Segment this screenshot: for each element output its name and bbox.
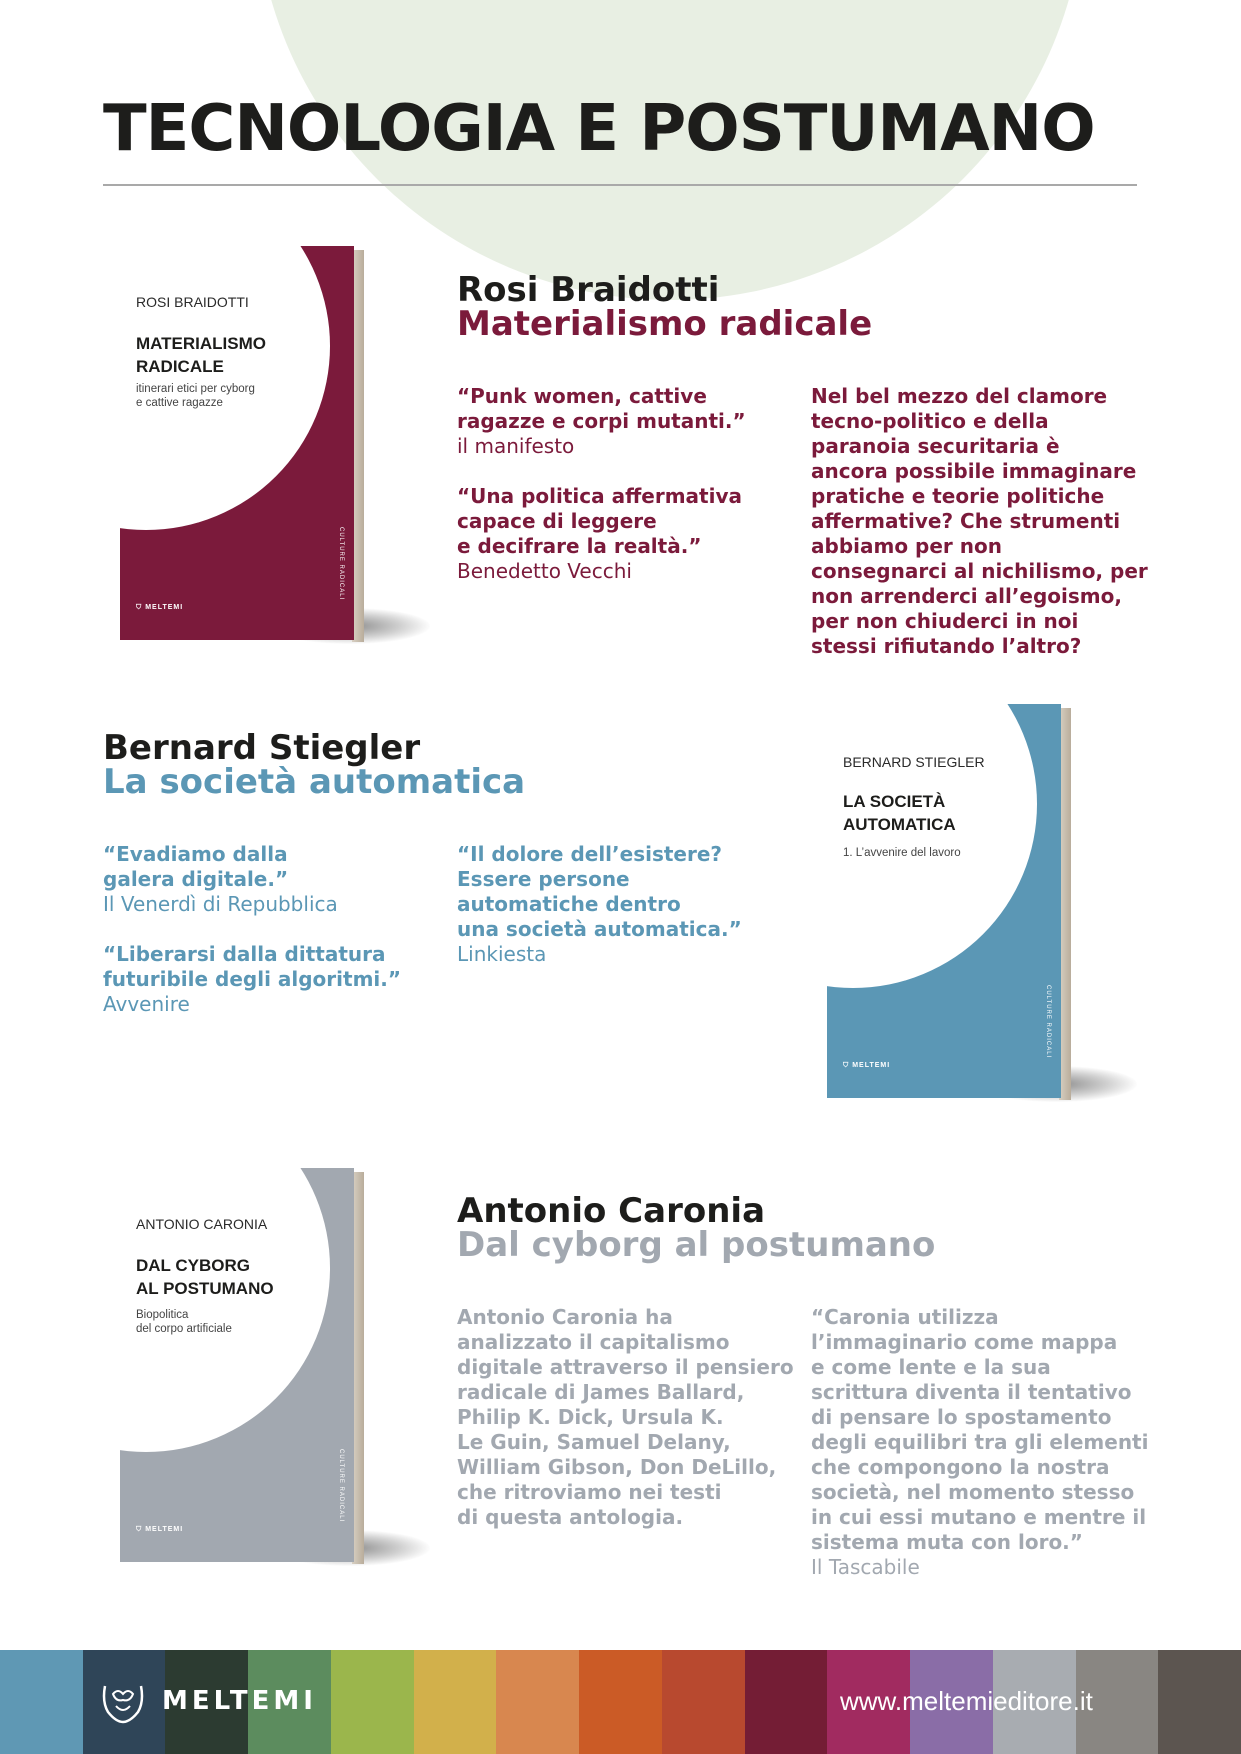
cover-author: BERNARD STIEGLER: [843, 754, 985, 770]
cover-publisher: ⛉ MELTEMI: [843, 1062, 891, 1069]
footer-stripe: [662, 1650, 745, 1754]
cover-front: [120, 1168, 354, 1562]
page-title: TECNOLOGIA E POSTUMANO: [103, 92, 1095, 166]
book-title: Materialismo radicale: [457, 304, 873, 344]
meltemi-mark-icon: ⛉: [136, 604, 146, 611]
cover-series: CULTURE RADICALI: [1045, 984, 1051, 1058]
quote-source: Il Venerdì di Repubblica: [103, 892, 338, 916]
quote-source: Benedetto Vecchi: [457, 559, 632, 583]
review-quote: “Liberarsi dalla dittatura futuribile degli algoritmi.” Avvenire: [103, 942, 443, 1017]
cover-title: DAL CYBORG AL POSTUMANO: [136, 1256, 274, 1298]
quote-source: Il Tascabile: [811, 1555, 920, 1579]
cover-series: CULTURE RADICALI: [338, 1448, 344, 1522]
footer-stripe: [496, 1650, 579, 1754]
review-quote: “Punk women, cattive ragazze e corpi mutanti.” il manifesto: [457, 384, 787, 459]
footer-stripe: [331, 1650, 414, 1754]
footer-stripe: [745, 1650, 828, 1754]
cover-author: ROSI BRAIDOTTI: [136, 294, 249, 310]
cover-subtitle: Biopolitica del corpo artificiale: [136, 1309, 232, 1335]
cover-front: [120, 246, 354, 640]
book-title: La società automatica: [103, 762, 526, 802]
footer-website-link[interactable]: www.meltemieditore.it: [840, 1686, 1093, 1716]
book-author: Bernard Stiegler: [103, 728, 421, 768]
cover-subtitle: itinerari etici per cyborg e cattive ragazze: [136, 383, 255, 409]
cover-front: [827, 704, 1061, 1098]
book-description: Antonio Caronia ha analizzato il capitalismo digitale attraverso il pensiero radicale di James Ballard, Philip K. Dick, Ursula K. Le Guin, Samuel Delany, William Gibson, Don DeLillo, che ritroviamo nei testi di questa antologia.: [457, 1305, 794, 1529]
footer-stripe: [0, 1650, 83, 1754]
book-title: Dal cyborg al postumano: [457, 1225, 936, 1265]
review-quote: “Evadiamo dalla galera digitale.” Il Venerdì di Repubblica: [103, 842, 443, 917]
title-divider: [103, 184, 1137, 186]
quote-source: Avvenire: [103, 992, 190, 1016]
review-quote: “Caronia utilizza l’immaginario come mappa e come lente e la sua scrittura diventa il tentativo di pensare lo spostamento degli equilibri tra gli elementi che compongono la nostra società, nel momento stesso in cui essi mutano e mentre il sistema muta con loro.” Il Tascabile: [811, 1305, 1231, 1580]
book-cover-materialismo-radicale: [120, 246, 420, 646]
review-quote: “Il dolore dell’esistere? Essere persone automatiche dentro una società automatica.” Linkiesta: [457, 842, 787, 967]
footer-stripe: [1158, 1650, 1241, 1754]
meltemi-mark-icon: ⛉: [136, 1526, 146, 1533]
book-cover-la-societa-automatica: [827, 704, 1137, 1104]
book-description: Nel bel mezzo del clamore tecno-politico e della paranoia securitaria è ancora possibile immaginare pratiche e teorie politiche affermative? Che strumenti abbiamo per non consegnarci al nichilismo, per non arrenderci all’egoismo, per non chiuderci in noi stessi rifiutando l’altro?: [811, 384, 1148, 658]
book-cover-dal-cyborg-al-postumano: [120, 1168, 420, 1568]
footer-brand: MELTEMI: [162, 1686, 317, 1716]
cover-title: MATERIALISMO RADICALE: [136, 334, 267, 376]
footer-stripe: [579, 1650, 662, 1754]
cover-title: LA SOCIETÀ AUTOMATICA: [843, 792, 956, 834]
quote-source: il manifesto: [457, 434, 575, 458]
book-author: Rosi Braidotti: [457, 270, 720, 310]
cover-author: ANTONIO CARONIA: [136, 1216, 268, 1232]
cover-publisher: ⛉ MELTEMI: [136, 1526, 184, 1533]
meltemi-logo-icon: [100, 1680, 146, 1724]
footer-stripe: [414, 1650, 497, 1754]
review-quote: “Una politica affermativa capace di leggere e decifrare la realtà.” Benedetto Vecchi: [457, 484, 787, 584]
cover-publisher: ⛉ MELTEMI: [136, 604, 184, 611]
meltemi-mark-icon: ⛉: [843, 1062, 853, 1069]
quote-source: Linkiesta: [457, 942, 547, 966]
cover-series: CULTURE RADICALI: [338, 526, 344, 600]
cover-subtitle: 1. L’avvenire del lavoro: [843, 847, 961, 859]
book-author: Antonio Caronia: [457, 1191, 766, 1231]
